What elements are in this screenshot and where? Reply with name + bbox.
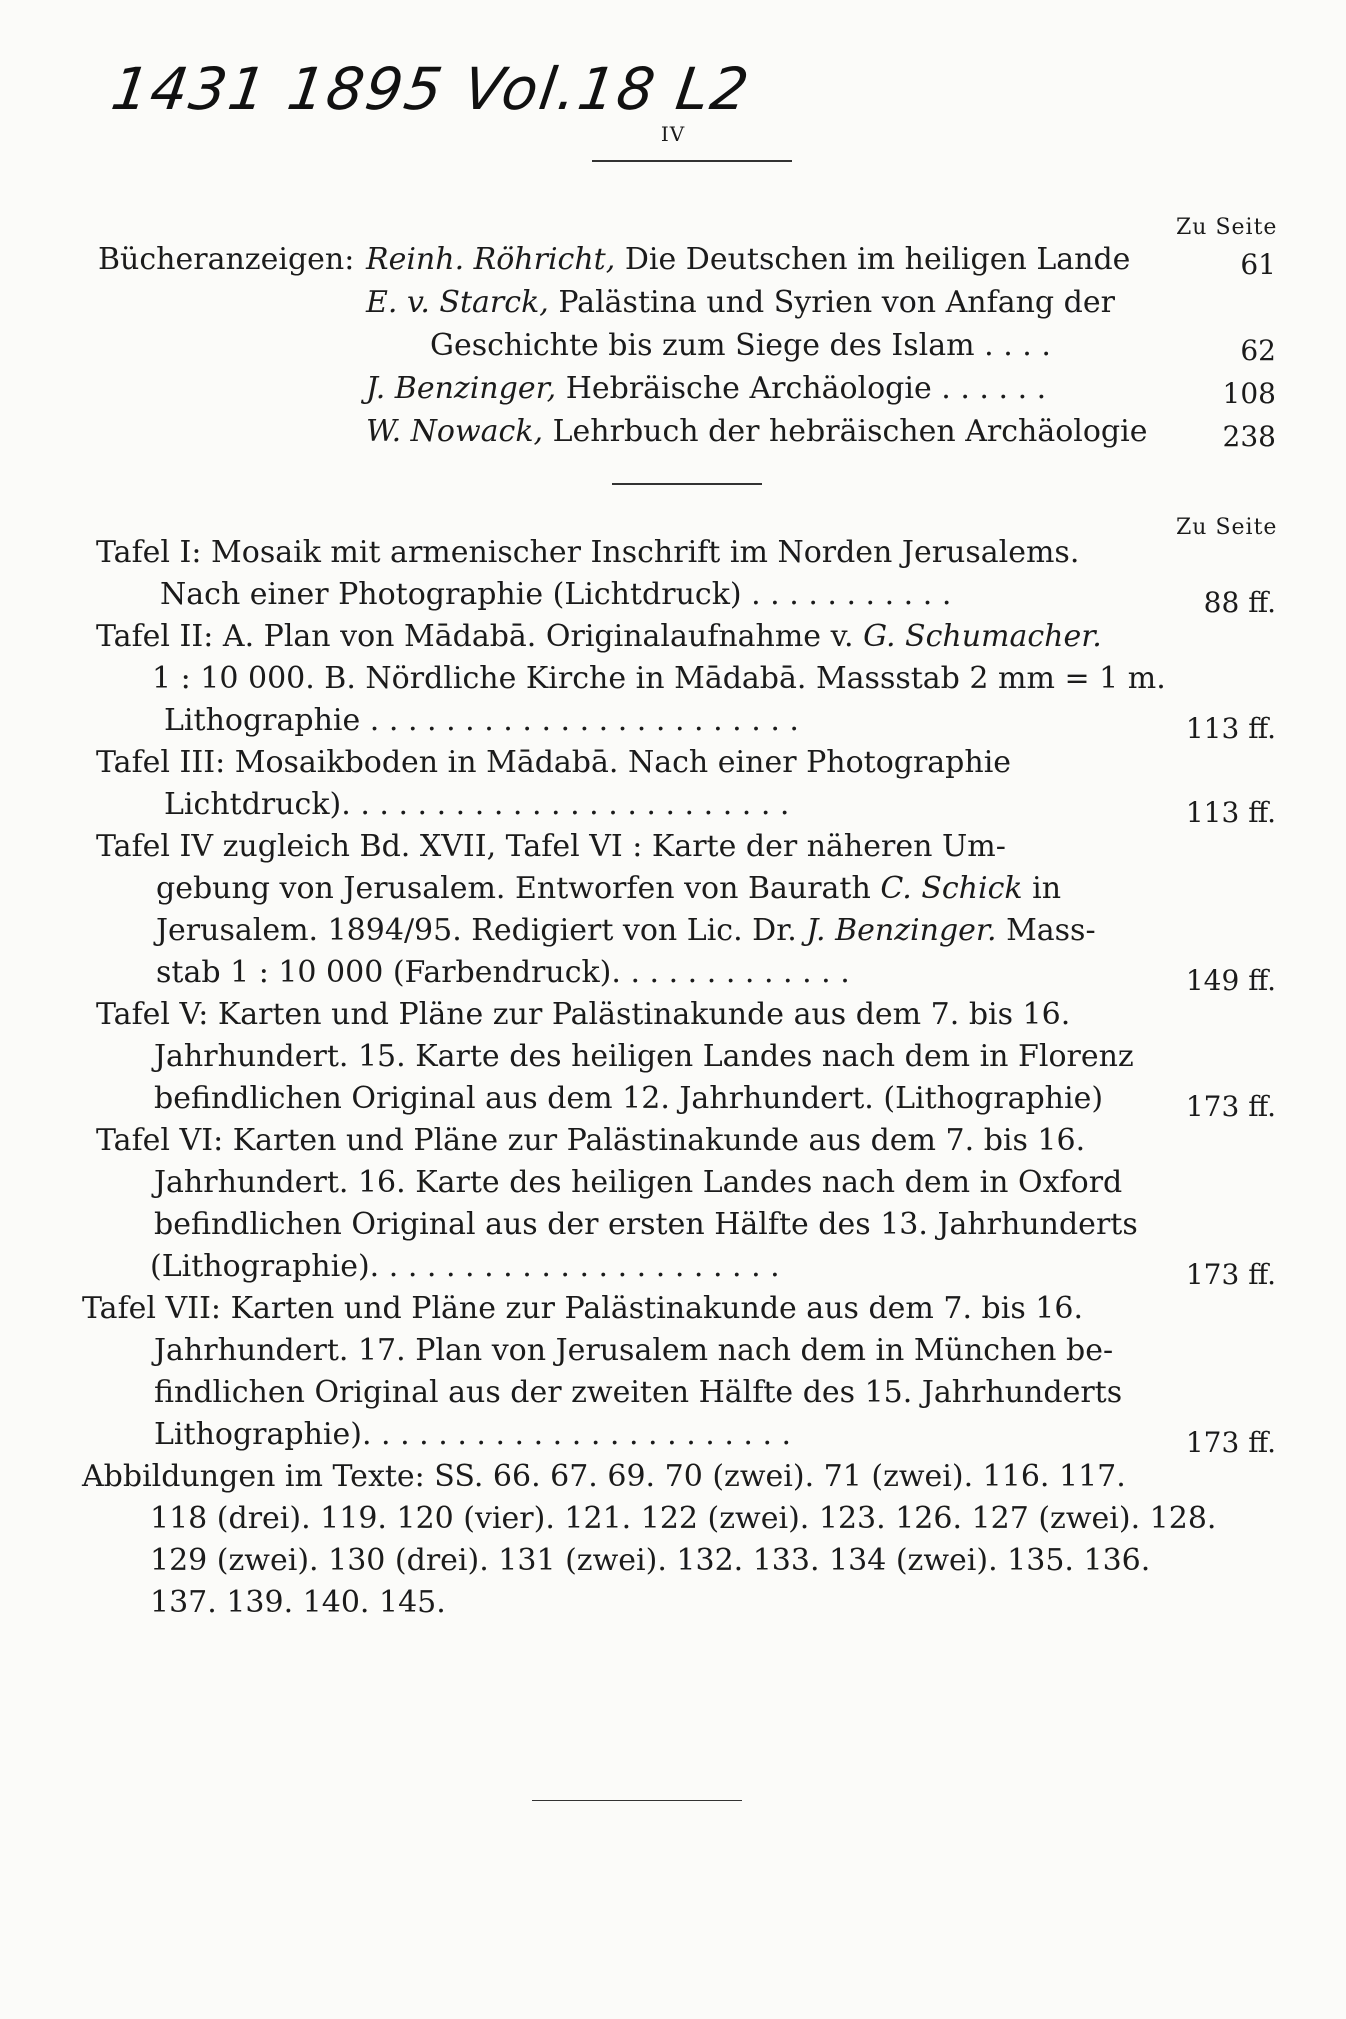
plate-line: befindlichen Original aus der ersten Hälfte des 13. Jahrhunderts [154, 1207, 1138, 1242]
review-entry [366, 412, 1147, 452]
plate-line-text: Tafel II: A. Plan von Mādabā. Originalaufnahme v. [96, 619, 854, 654]
plate-line: Tafel III: Mosaikboden in Mādabā. Nach einer Photographie [96, 745, 1012, 780]
plate-line: (Lithographie). . . . . . . . . . . . . . . . . . . . . . [150, 1249, 780, 1284]
plate-line: Lithographie). . . . . . . . . . . . . . . . . . . . . . . [154, 1417, 792, 1452]
review-author: Reinh. Röhricht, [366, 242, 616, 277]
plate-page: 173 ff. [1185, 1426, 1276, 1459]
review-title: Lehrbuch der hebräischen Archäologie [552, 414, 1148, 449]
plate-author: J. Benzinger. [806, 913, 997, 948]
plate-line [156, 911, 1096, 951]
illustrations-line: 137. 139. 140. 145. [150, 1585, 446, 1620]
review-entry [366, 240, 1130, 280]
plate-page: 88 ff. [1203, 586, 1276, 619]
plate-page: 173 ff. [1185, 1258, 1276, 1291]
bottom-divider [532, 1800, 742, 1801]
review-title: Die Deutschen im heiligen Lande [624, 242, 1131, 277]
page-number: IV [660, 122, 686, 146]
plate-line: befindlichen Original aus dem 12. Jahrhundert. (Lithographie) [154, 1081, 1104, 1116]
review-page: 62 [1240, 334, 1276, 367]
plate-line: Tafel VI: Karten und Pläne zur Palästinakunde aus dem 7. bis 16. [96, 1123, 1086, 1158]
plate-line: 1 : 10 000. B. Nördliche Kirche in Mādabā. Massstab 2 mm = 1 m. [152, 661, 1166, 696]
plate-line: Jahrhundert. 15. Karte des heiligen Landes nach dem in Florenz [154, 1039, 1134, 1074]
plate-line-text: Jerusalem. 1894/95. Redigiert von Lic. Dr. [156, 913, 797, 948]
plate-line: Nach einer Photographie (Lichtdruck) . . . . . . . . . . . [160, 577, 952, 612]
plate-line-text: Mass- [1006, 913, 1096, 948]
column-header-zu-seite: Zu Seite [1176, 215, 1278, 240]
review-title: Hebräische Archäologie . . . . . . [565, 371, 1047, 406]
plate-author: C. Schick [880, 871, 1023, 906]
book-reviews-label: Bücheranzeigen: [98, 242, 355, 277]
plate-page: 173 ff. [1185, 1090, 1276, 1123]
plate-line [96, 617, 1102, 657]
illustrations-line: 129 (zwei). 130 (drei). 131 (zwei). 132. 133. 134 (zwei). 135. 136. [150, 1543, 1151, 1578]
column-header-zu-seite: Zu Seite [1176, 515, 1278, 540]
section-divider [612, 483, 762, 485]
review-page: 238 [1222, 420, 1276, 453]
plate-line [156, 869, 1061, 909]
plate-line-text: in [1032, 871, 1062, 906]
illustrations-line: Abbildungen im Texte: SS. 66. 67. 69. 70 (zwei). 71 (zwei). 116. 117. [82, 1459, 1126, 1494]
plate-page: 113 ff. [1185, 796, 1276, 829]
plate-page: 113 ff. [1185, 712, 1276, 745]
plate-line: Tafel I: Mosaik mit armenischer Inschrift im Norden Jerusalems. [96, 535, 1080, 570]
plate-line: findlichen Original aus der zweiten Hälfte des 15. Jahrhunderts [154, 1375, 1123, 1410]
plate-line: Tafel IV zugleich Bd. XVII, Tafel VI : Karte der näheren Um- [96, 829, 1006, 864]
plate-line: Jahrhundert. 16. Karte des heiligen Landes nach dem in Oxford [154, 1165, 1123, 1200]
review-page: 108 [1222, 377, 1276, 410]
review-entry [366, 369, 1046, 409]
review-title: Palästina und Syrien von Anfang der [558, 285, 1115, 320]
review-title-continued: Geschichte bis zum Siege des Islam . . . . [430, 328, 1051, 363]
plate-line: stab 1 : 10 000 (Farbendruck). . . . . . . . . . . . . [156, 955, 850, 990]
review-author: E. v. Starck, [366, 285, 549, 320]
review-author: W. Nowack, [366, 414, 544, 449]
plate-line: Tafel V: Karten und Pläne zur Palästinakunde aus dem 7. bis 16. [96, 997, 1071, 1032]
plate-line-text: gebung von Jerusalem. Entworfen von Baurath [156, 871, 871, 906]
handwritten-shelf-note: 1431 1895 Vol.18 L2 [107, 55, 755, 123]
plate-line: Tafel VII: Karten und Pläne zur Palästinakunde aus dem 7. bis 16. [82, 1291, 1083, 1326]
review-page: 61 [1240, 248, 1276, 281]
plate-author: G. Schumacher. [863, 619, 1102, 654]
plate-page: 149 ff. [1185, 964, 1276, 997]
top-divider [592, 160, 792, 162]
review-entry [366, 283, 1115, 323]
plate-line: Jahrhundert. 17. Plan von Jerusalem nach dem in München be- [154, 1333, 1114, 1368]
review-author: J. Benzinger, [366, 371, 557, 406]
illustrations-line: 118 (drei). 119. 120 (vier). 121. 122 (zwei). 123. 126. 127 (zwei). 128. [150, 1501, 1217, 1536]
plate-line: Lichtdruck). . . . . . . . . . . . . . . . . . . . . . . . [164, 787, 790, 822]
plate-line: Lithographie . . . . . . . . . . . . . . . . . . . . . . . [164, 703, 799, 738]
